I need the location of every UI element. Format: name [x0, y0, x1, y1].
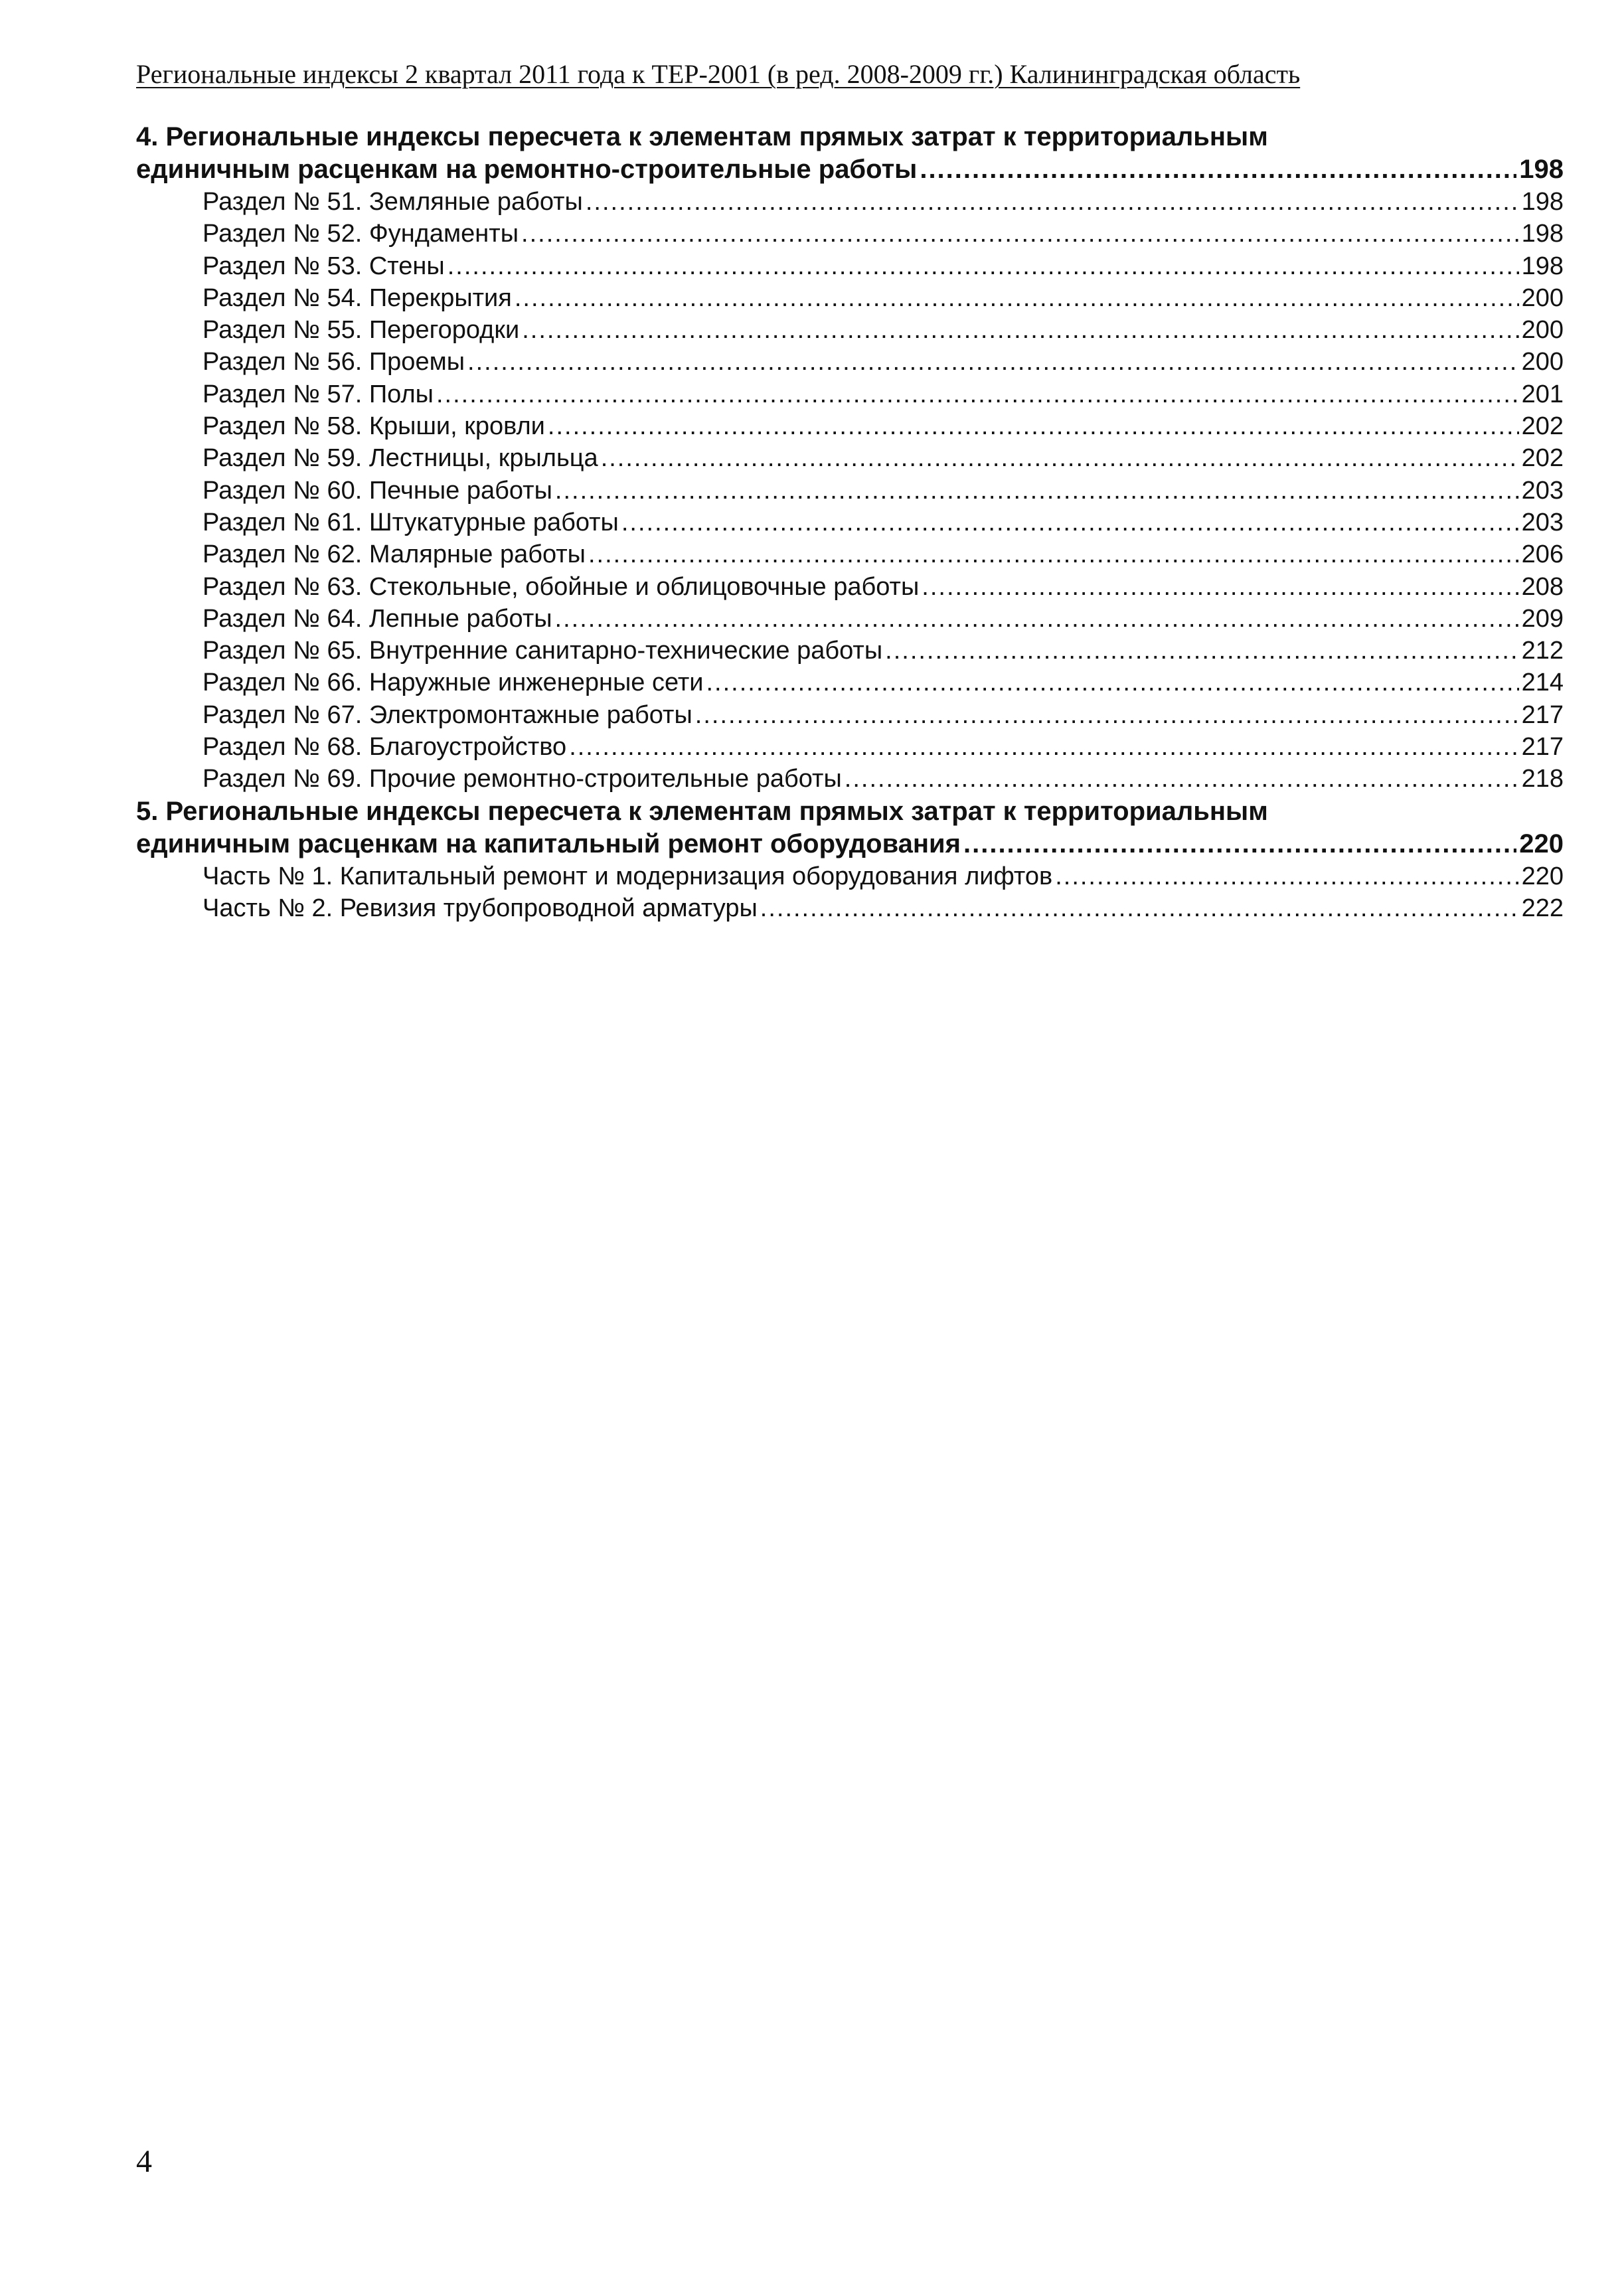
toc-entry[interactable] — [203, 346, 1564, 378]
table-of-contents — [136, 121, 1564, 924]
toc-entry-page: 222 — [1521, 894, 1564, 922]
toc-entry-label: Раздел № 57. Полы — [203, 380, 434, 408]
toc-entry-label: Раздел № 55. Перегородки — [203, 316, 520, 345]
toc-entry[interactable] — [203, 892, 1564, 924]
toc-entry-page: 203 — [1521, 508, 1564, 536]
toc-entry-label: Раздел № 53. Стены — [203, 252, 445, 280]
toc-entry[interactable] — [203, 635, 1564, 667]
dot-leader — [1055, 860, 1518, 892]
toc-entry[interactable] — [203, 314, 1564, 346]
toc-entry[interactable] — [203, 538, 1564, 570]
dot-leader — [885, 635, 1518, 667]
toc-entry-page: 200 — [1521, 348, 1564, 376]
toc-entry-label: Раздел № 59. Лестницы, крыльца — [203, 444, 598, 473]
toc-entry-page: 198 — [1521, 188, 1564, 216]
toc-entry-label: Часть № 1. Капитальный ремонт и модернизация оборудования лифтов — [203, 862, 1053, 890]
dot-leader — [621, 507, 1519, 538]
page-header: Региональные индексы 2 квартал 2011 года к ТЕР-2001 (в ред. 2008-2009 гг.) Калининградская область — [136, 59, 1301, 89]
dot-leader — [522, 314, 1518, 346]
page-number: 4 — [136, 2144, 152, 2179]
toc-entry-page: 208 — [1521, 572, 1564, 601]
dot-leader — [963, 828, 1516, 860]
toc-section-5 — [136, 795, 1564, 925]
toc-entry-label: Раздел № 63. Стекольные, обойные и облицовочные работы — [203, 572, 920, 601]
dot-leader — [447, 250, 1519, 282]
toc-entry-page: 198 — [1521, 252, 1564, 280]
toc-entry[interactable] — [203, 218, 1564, 250]
section-4-title-line1: 4. Региональные индексы пересчета к элементам прямых затрат к территориальным — [136, 122, 1268, 151]
toc-entry-page: 202 — [1521, 412, 1564, 441]
toc-entry-label: Раздел № 60. Печные работы — [203, 476, 552, 505]
dot-leader — [920, 153, 1516, 186]
toc-entry-label: Раздел № 51. Земляные работы — [203, 188, 583, 216]
toc-entry[interactable] — [203, 186, 1564, 218]
section-5-title-line2[interactable] — [136, 828, 1564, 860]
dot-leader — [467, 346, 1519, 378]
toc-entry-page: 203 — [1521, 476, 1564, 505]
toc-entry-label: Раздел № 68. Благоустройство — [203, 733, 567, 762]
dot-leader — [845, 763, 1519, 795]
toc-entry-page: 209 — [1521, 604, 1564, 633]
toc-entry-page: 201 — [1521, 380, 1564, 408]
dot-leader — [515, 282, 1519, 314]
toc-entry-page: 200 — [1521, 284, 1564, 312]
toc-entry-page: 206 — [1521, 540, 1564, 569]
toc-entry-page: 217 — [1521, 733, 1564, 762]
dot-leader — [569, 731, 1518, 763]
section-4-title-line2[interactable] — [136, 153, 1564, 186]
dot-leader — [588, 538, 1519, 570]
toc-entry[interactable] — [203, 410, 1564, 442]
toc-entry[interactable] — [203, 442, 1564, 474]
toc-entry[interactable] — [203, 699, 1564, 731]
toc-entry[interactable] — [203, 860, 1564, 892]
toc-entry-page: 214 — [1521, 669, 1564, 697]
toc-entry-label: Раздел № 54. Перекрытия — [203, 284, 512, 312]
toc-entry-label: Раздел № 64. Лепные работы — [203, 604, 552, 633]
dot-leader — [555, 475, 1519, 507]
section-4-title-text: единичным расценкам на ремонтно-строительные работы — [136, 155, 918, 184]
section-5-entries — [203, 860, 1564, 925]
toc-entry[interactable] — [203, 282, 1564, 314]
toc-entry-page: 198 — [1521, 220, 1564, 248]
dot-leader — [436, 378, 1519, 410]
toc-entry[interactable] — [203, 763, 1564, 795]
toc-entry-label: Часть № 2. Ревизия трубопроводной арматуры — [203, 894, 758, 922]
section-5-title-text: единичным расценкам на капитальный ремонт оборудования — [136, 829, 961, 858]
toc-entry-label: Раздел № 58. Крыши, кровли — [203, 412, 545, 441]
dot-leader — [760, 892, 1519, 924]
toc-entry-label: Раздел № 62. Малярные работы — [203, 540, 586, 569]
section-5-page: 220 — [1519, 829, 1564, 858]
toc-entry-label: Раздел № 67. Электромонтажные работы — [203, 700, 692, 729]
dot-leader — [601, 442, 1519, 474]
dot-leader — [521, 218, 1519, 250]
toc-entry-page: 220 — [1521, 862, 1564, 890]
toc-entry-label: Раздел № 61. Штукатурные работы — [203, 508, 619, 536]
toc-entry[interactable] — [203, 731, 1564, 763]
section-4-entries — [203, 186, 1564, 795]
toc-section-4 — [136, 121, 1564, 795]
toc-entry-label: Раздел № 56. Проемы — [203, 348, 465, 376]
dot-leader — [922, 571, 1518, 603]
dot-leader — [695, 699, 1519, 731]
toc-entry[interactable] — [203, 250, 1564, 282]
toc-entry-label: Раздел № 52. Фундаменты — [203, 220, 519, 248]
dot-leader — [706, 667, 1519, 698]
toc-entry[interactable] — [203, 475, 1564, 507]
section-5-title-line1: 5. Региональные индексы пересчета к элементам прямых затрат к территориальным — [136, 796, 1268, 826]
toc-entry[interactable] — [203, 378, 1564, 410]
toc-entry-page: 217 — [1521, 700, 1564, 729]
toc-entry-page: 218 — [1521, 765, 1564, 793]
toc-entry-page: 200 — [1521, 316, 1564, 345]
toc-entry[interactable] — [203, 507, 1564, 538]
toc-entry[interactable] — [203, 603, 1564, 635]
dot-leader — [555, 603, 1519, 635]
dot-leader — [548, 410, 1519, 442]
toc-entry-label: Раздел № 65. Внутренние санитарно-технические работы — [203, 637, 883, 665]
toc-entry[interactable] — [203, 667, 1564, 698]
section-4-page: 198 — [1519, 155, 1564, 184]
dot-leader — [586, 186, 1519, 218]
toc-entry-page: 202 — [1521, 444, 1564, 473]
toc-entry-label: Раздел № 66. Наружные инженерные сети — [203, 669, 704, 697]
toc-entry-label: Раздел № 69. Прочие ремонтно-строительные работы — [203, 765, 842, 793]
toc-entry-page: 212 — [1521, 637, 1564, 665]
toc-entry[interactable] — [203, 571, 1564, 603]
